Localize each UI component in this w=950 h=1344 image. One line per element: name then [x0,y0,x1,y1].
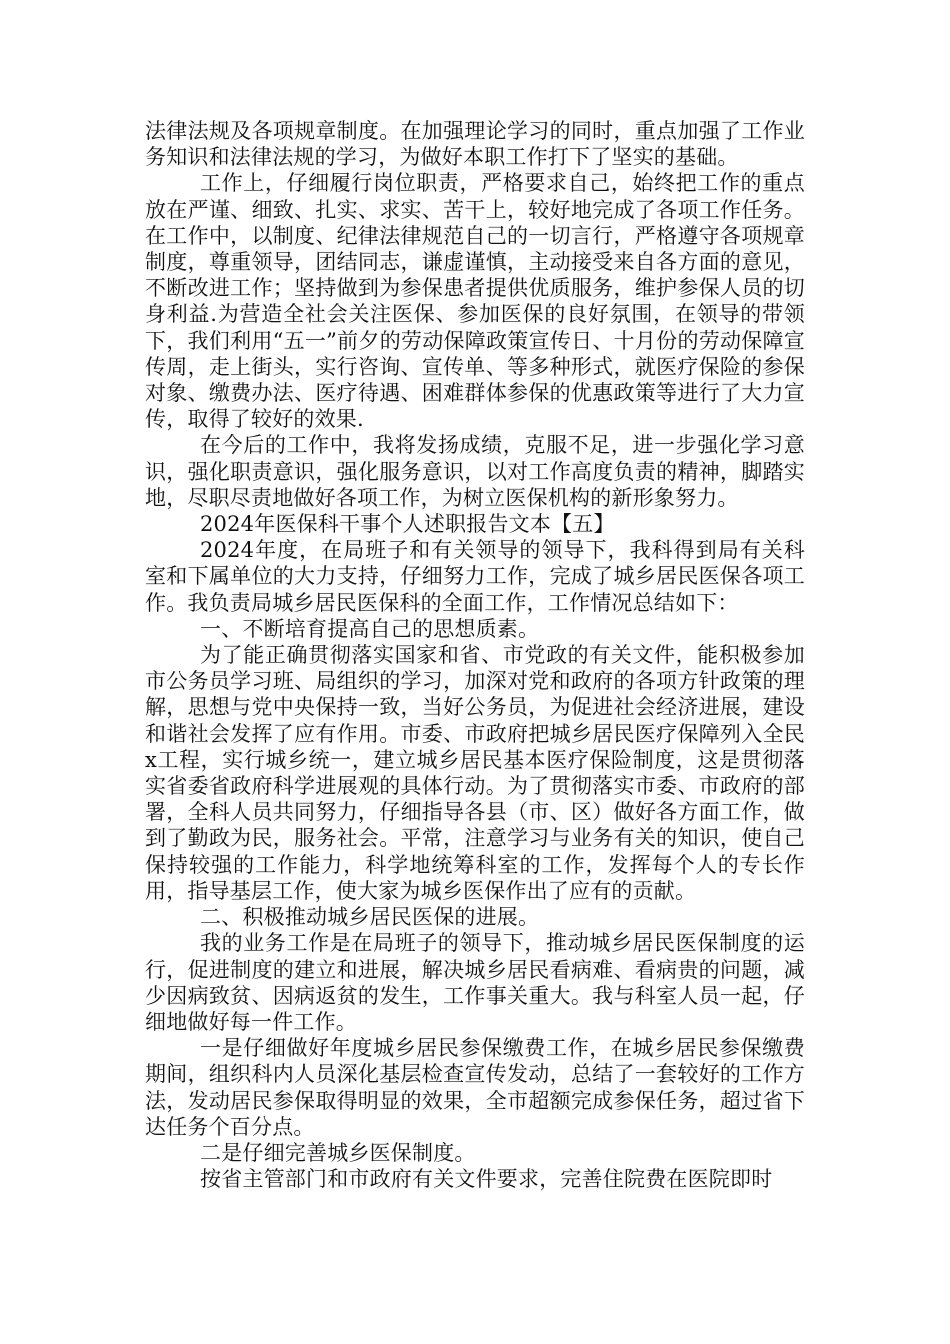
paragraph-3: 在今后的工作中，我将发扬成绩，克服不足，进一步强化学习意识，强化职责意识，强化服务意识，以对工作高度负责的精神，脚踏实地，尽职尽责地做好各项工作，为树立医保机构的新形象努力。 [145,433,805,510]
paragraph-5: 为了能正确贯彻落实国家和省、市党政的有关文件，能积极参加市公务员学习班、局组织的学习，加深对党和政府的各项方针政策的理解，思想与党中央保持一致，当好公务员，为促进社会经济进展，建设和谐社会发挥了应有作用。市委、市政府把城乡居民医疗保障列入全民x工程，实行城乡统一，建立城乡居民基本医疗保险制度，这是贯彻落实省委省政府科学进展观的具体行动。为了贯彻落实市委、市政府的部署，全科人员共同努力，仔细指导各县（市、区）做好各方面工作，做到了勤政为民，服务社会。平常，注意学习与业务有关的知识，使自己保持较强的工作能力，科学地统筹科室的工作，发挥每个人的专长作用，指导基层工作，使大家为城乡医保作出了应有的贡献。 [145,643,805,903]
section-title: 2024年医保科干事个人述职报告文本【五】 [200,512,615,537]
paragraph-8: 二是仔细完善城乡医保制度。 [200,1140,476,1165]
paragraph-9: 按省主管部门和市政府有关文件要求，完善住院费在医院即时 [200,1167,773,1192]
paragraph-4: 2024年度，在局班子和有关领导的领导下，我科得到局有关科室和下属单位的大力支持，仔细努力工作，完成了城乡居民医保各项工作。我负责局城乡居民医保科的全面工作，工作情况总结如下： [145,538,805,615]
paragraph-7: 一是仔细做好年度城乡居民参保缴费工作，在城乡居民参保缴费期间，组织科内人员深化基层检查宣传发动，总结了一套较好的工作方法，发动居民参保取得明显的效果，全市超额完成参保任务，超过省下达任务个百分点。 [145,1036,805,1139]
subheading-1: 一、不断培育提高自己的思想质素。 [200,616,540,641]
paragraph-1: 法律法规及各项规章制度。在加强理论学习的同时，重点加强了工作业务知识和法律法规的学习，为做好本职工作打下了坚实的基础。 [145,119,805,170]
subheading-2: 二、积极推动城乡居民医保的进展。 [200,905,540,930]
paragraph-2: 工作上，仔细履行岗位职责，严格要求自己，始终把工作的重点放在严谨、细致、扎实、求实、苦干上，较好地完成了各项工作任务。在工作中，以制度、纪律法律规范自己的一切言行，严格遵守各项规章制度，尊重领导，团结同志，谦虚谨慎，主动接受来自各方面的意见，不断改进工作；坚持做到为参保患者提供优质服务，维护参保人员的切身利益.为营造全社会关注医保、参加医保的良好氛围，在领导的带领下，我们利用“五一”前夕的劳动保障政策宣传日、十月份的劳动保障宣传周，走上街头，实行咨询、宣传单、等多种形式，就医疗保险的参保对象、缴费办法、医疗待遇、困难群体参保的优惠政策等进行了大力宣传，取得了较好的效果. [145,171,805,432]
document-page [145,118,805,1192]
paragraph-6: 我的业务工作是在局班子的领导下，推动城乡居民医保制度的运行，促进制度的建立和进展，解决城乡居民看病难、看病贵的问题，减少因病致贫、因病返贫的发生，工作事关重大。我与科室人员一起，仔细地做好每一件工作。 [145,931,805,1034]
